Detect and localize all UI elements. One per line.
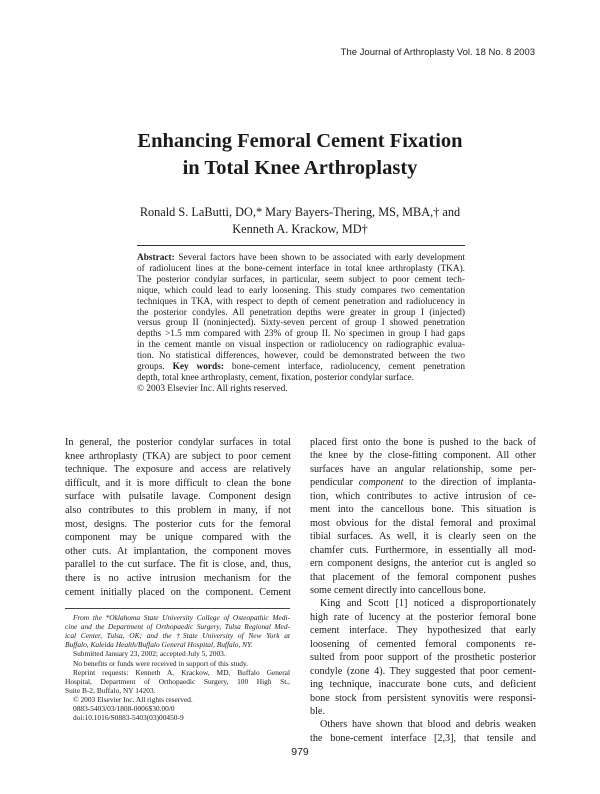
text-line: ment into the cancellous bone. This situation is <box>310 504 536 516</box>
text-line: depths >1.5 mm compared with 23% of group II. No specimen in group I had gaps <box>137 329 465 340</box>
text-line: the posterior condyles. All penetration depths were greater in group I (injected) <box>137 307 465 318</box>
text-line: of radiolucent lines at the bone-cement interface in total knee arthroplasty (TKA). <box>137 263 465 274</box>
authors-line-1: Ronald S. LaButti, DO,* Mary Bayers-Thering, MS, MBA,† and <box>139 205 461 219</box>
journal-header: The Journal of Arthroplasty Vol. 18 No. 8 2003 <box>340 47 535 58</box>
text-line: King and Scott [1] noticed a disproportionately <box>320 598 536 610</box>
text-line: difficult, and it is more difficult to clean the bone <box>65 477 291 489</box>
text-line: sulted from poor support of the prosthetic posterior <box>310 652 536 664</box>
text-line: most, designs. The posterior cuts for the femoral <box>65 518 291 530</box>
text-line: there is no active intrusion mechanism for the <box>65 573 291 584</box>
article-title-line-1: Enhancing Femoral Cement Fixation <box>137 130 463 152</box>
text-line: groups. Key words: bone-cement interface, radiolucency, cement penetration <box>137 362 465 372</box>
text-line: doi:10.1016/S0883-5403(03)00450-9 <box>73 713 184 723</box>
text-line: techniques in TKA, with respect to depth of cement penetration and radiolucency in <box>137 296 465 307</box>
text-line: cine and the Department of Orthopaedic Surgery, Tulsa Regional Med- <box>65 622 290 632</box>
text-line: Submitted January 23, 2002; accepted July 5, 2003. <box>73 649 226 659</box>
text-line: knee arthroplasty (TKA) are subject to poor cement <box>65 450 291 462</box>
text-line: also contributes to this problem in many, if not <box>65 505 291 516</box>
text-line: parallel to the cut surface. The fit is close, and, thus, <box>65 559 291 571</box>
page-number: 979 <box>291 746 309 758</box>
text-line: surface with pulsatile lavage. Component design <box>65 491 291 503</box>
text-line: bone stock from persistent synovitis were responsi- <box>310 692 536 704</box>
text-line: Others have shown that blood and debris weaken <box>320 719 536 731</box>
text-line: tibial surfaces. As well, it is clearly seen on the <box>310 531 536 543</box>
footnote-rule <box>65 608 290 609</box>
text-line: Reprint requests: Kenneth A. Krackow, MD, Buffalo General <box>73 667 290 677</box>
text-line: technique. The exposure and access are relatively <box>65 464 291 476</box>
text-line: ing technique, inaccurate bone cuts, and deficient <box>310 679 536 691</box>
text-line: cement initially placed on the component. Cement <box>65 586 291 598</box>
text-line: in the cement mantle on visual inspection or radiolucency on radiographic evalua- <box>137 340 465 351</box>
text-line: nique, which could lead to early loosening. This study compares two cementation <box>137 285 465 296</box>
text-line: 0883-5403/03/1808-0006$30.00/0 <box>73 704 175 713</box>
text-line: that placement of the femoral component pushes <box>310 571 536 583</box>
text-line: cement interface. They hypothesized that early <box>310 625 536 637</box>
abstract-rule <box>137 245 465 246</box>
text-line: In general, the posterior condylar surfaces in total <box>65 437 291 448</box>
text-line: Suite B-2, Buffalo, NY 14203. <box>65 685 156 695</box>
text-line: From the *Oklahoma State University College of Osteopathic Medi- <box>73 613 290 622</box>
text-line: © 2003 Elsevier Inc. All rights reserved. <box>73 694 193 704</box>
text-line: pendicular component to the direction of implanta- <box>310 477 536 489</box>
text-line: chamfer cuts. Furthermore, in essentially all mod- <box>310 544 536 556</box>
text-line: some cement directly into cancellous bone. <box>310 584 486 596</box>
text-line: © 2003 Elsevier Inc. All rights reserved. <box>137 383 288 394</box>
text-line: tion. No statistical differences, however, could be demonstrated between the two <box>137 351 465 362</box>
text-line: loosening of cemented femoral components re- <box>310 638 536 650</box>
text-line: Hospital, Department of Orthopaedic Surgery, 100 High St., <box>65 676 290 686</box>
text-line: other cuts. At implantation, the component moves <box>65 545 291 557</box>
text-line: ical Center, Tulsa, OK; and the †State University of New York at <box>65 631 290 641</box>
text-line: most obvious for the distal femoral and proximal <box>310 517 536 529</box>
text-line: ble. <box>310 706 325 717</box>
text-line: surfaces have an angular relationship, some per- <box>310 463 536 475</box>
text-line: condyle (zone 4). They suggested that poor cement- <box>310 665 536 677</box>
text-line: versus group II (noninjected). Sixty-seven percent of group I showed penetration <box>137 318 465 329</box>
authors-line-2: Kenneth A. Krackow, MD† <box>232 222 368 236</box>
text-line: depth, total knee arthroplasty, cement, fixation, posterior condylar surface. <box>137 372 414 383</box>
text-line: the knee by the close-fitting component. All other <box>310 450 536 462</box>
text-line: component may be unique compared with the <box>65 532 291 544</box>
text-line: tion, which contributes to active intrusion of ce- <box>310 490 536 502</box>
text-line: The posterior condylar surfaces, in particular, seem subject to poor cement tech- <box>137 274 465 285</box>
text-line: high rate of lucency at the posterior femoral bone <box>310 611 536 623</box>
article-title-line-2: in Total Knee Arthroplasty <box>182 157 418 179</box>
text-line: the bone-cement interface [2,3], that tensile and <box>310 732 536 744</box>
text-line: placed first onto the bone is pushed to the back of <box>310 437 536 448</box>
text-line: Buffalo, Kaleida Health/Buffalo General Hospital, Buffalo, NY. <box>65 640 253 650</box>
text-line: ern component designs, the anterior cut is angled so <box>310 558 536 570</box>
text-line: No benefits or funds were received in support of this study. <box>73 658 249 668</box>
text-line: Abstract: Several factors have been shown to be associated with early development <box>137 253 465 263</box>
